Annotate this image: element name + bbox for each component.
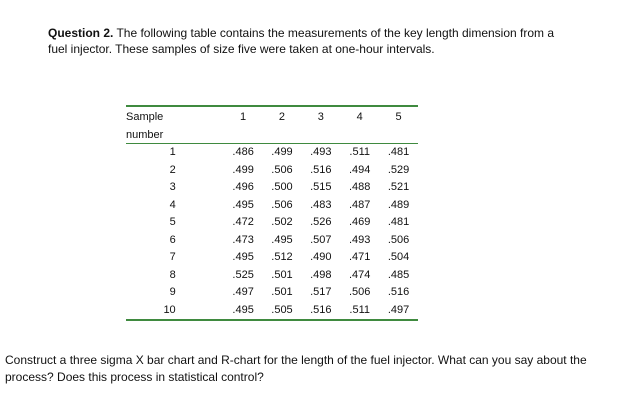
measurement-cell: .481 bbox=[387, 146, 410, 158]
measurement-cell: .494 bbox=[348, 163, 371, 176]
question-label: Question 2. bbox=[48, 26, 114, 40]
sample-number: 4 bbox=[169, 198, 176, 211]
column-header: 1 bbox=[240, 111, 247, 123]
sample-number: 3 bbox=[169, 181, 176, 193]
measurement-cell: .495 bbox=[232, 303, 254, 316]
sample-number: 2 bbox=[169, 163, 176, 176]
measurement-cell: .497 bbox=[387, 303, 410, 316]
measurement-cell: .507 bbox=[310, 233, 332, 246]
question-text bbox=[48, 25, 568, 57]
measurement-cell: .495 bbox=[232, 251, 254, 263]
column-header: 3 bbox=[317, 111, 324, 123]
column-header: 2 bbox=[278, 111, 286, 123]
measurement-cell: .516 bbox=[310, 303, 332, 316]
column-header: 4 bbox=[356, 111, 363, 123]
measurement-cell: .497 bbox=[232, 286, 254, 298]
measurement-cell: .506 bbox=[387, 233, 410, 246]
measurement-cell: .526 bbox=[310, 216, 332, 228]
measurement-cell: .521 bbox=[387, 181, 410, 193]
sample-number: 5 bbox=[169, 216, 176, 228]
measurement-table-container bbox=[126, 105, 418, 321]
blank-header-cell bbox=[263, 127, 302, 144]
sample-number: 8 bbox=[169, 268, 176, 281]
sample-number: 9 bbox=[169, 286, 176, 298]
measurement-cell: .493 bbox=[348, 233, 371, 246]
measurement-cell: .516 bbox=[387, 286, 410, 298]
sample-header-line2: number bbox=[126, 127, 224, 144]
measurement-cell: .489 bbox=[387, 198, 410, 211]
measurement-cell: .502 bbox=[271, 216, 293, 228]
table-row bbox=[126, 249, 418, 267]
measurement-cell: .488 bbox=[348, 181, 371, 193]
table-header-row-2 bbox=[126, 127, 418, 144]
blank-header-cell bbox=[379, 127, 418, 144]
measurement-cell: .474 bbox=[348, 268, 371, 281]
measurement-cell: .505 bbox=[271, 303, 293, 316]
measurement-cell: .493 bbox=[310, 146, 332, 158]
measurement-cell: .499 bbox=[271, 146, 293, 158]
blank-header-cell bbox=[224, 127, 263, 144]
sample-number: 10 bbox=[163, 303, 176, 316]
measurement-cell: .511 bbox=[349, 146, 370, 158]
measurement-cell: .525 bbox=[232, 268, 254, 281]
question-body: The following table contains the measurements of the key length dimension from a fuel injector. These samples of size five were taken at one-hour intervals. bbox=[48, 26, 555, 56]
table-row bbox=[126, 162, 418, 180]
measurement-cell: .486 bbox=[232, 146, 254, 158]
measurement-cell: .500 bbox=[271, 181, 293, 193]
measurement-cell: .471 bbox=[348, 251, 371, 263]
measurement-cell: .506 bbox=[271, 198, 293, 211]
table-row bbox=[126, 197, 418, 215]
table-row bbox=[126, 179, 418, 197]
measurement-cell: .501 bbox=[271, 286, 293, 298]
table-row bbox=[126, 232, 418, 250]
measurement-cell: .517 bbox=[310, 286, 332, 298]
measurement-table bbox=[126, 105, 418, 321]
measurement-cell: .504 bbox=[387, 251, 410, 263]
table-row bbox=[126, 144, 418, 162]
measurement-cell: .496 bbox=[232, 181, 254, 193]
measurement-cell: .498 bbox=[310, 268, 332, 281]
measurement-cell: .469 bbox=[348, 216, 371, 228]
measurement-cell: .515 bbox=[310, 181, 332, 193]
table-row bbox=[126, 284, 418, 302]
measurement-cell: .487 bbox=[348, 198, 371, 211]
sample-header: Sample bbox=[126, 111, 164, 123]
measurement-cell: .506 bbox=[348, 286, 371, 298]
blank-header-cell bbox=[340, 127, 379, 144]
sample-number: 1 bbox=[169, 146, 176, 158]
table-row bbox=[126, 302, 418, 321]
measurement-cell: .481 bbox=[387, 216, 410, 228]
measurement-cell: .516 bbox=[310, 163, 332, 176]
measurement-cell: .529 bbox=[387, 163, 410, 176]
measurement-cell: .499 bbox=[232, 163, 254, 176]
sample-number: 6 bbox=[169, 233, 176, 246]
instruction-text: Construct a three sigma X bar chart and R-chart for the length of the fuel injector. What can you say about the process? Does this process in statistical control? bbox=[5, 353, 587, 384]
sample-number: 7 bbox=[169, 251, 176, 263]
column-header: 5 bbox=[395, 111, 402, 123]
measurement-cell: .483 bbox=[310, 198, 332, 211]
measurement-cell: .472 bbox=[232, 216, 254, 228]
table-header-row bbox=[126, 106, 418, 127]
measurement-cell: .511 bbox=[349, 303, 370, 316]
measurement-cell: .506 bbox=[271, 163, 293, 176]
measurement-cell: .512 bbox=[271, 251, 293, 263]
table-row bbox=[126, 267, 418, 285]
measurement-cell: .501 bbox=[271, 268, 293, 281]
blank-header-cell bbox=[301, 127, 340, 144]
table-body bbox=[126, 144, 418, 321]
measurement-cell: .490 bbox=[310, 251, 332, 263]
measurement-cell: .495 bbox=[232, 198, 254, 211]
measurement-cell: .485 bbox=[387, 268, 410, 281]
measurement-cell: .495 bbox=[271, 233, 293, 246]
table-row bbox=[126, 214, 418, 232]
measurement-cell: .473 bbox=[232, 233, 254, 246]
